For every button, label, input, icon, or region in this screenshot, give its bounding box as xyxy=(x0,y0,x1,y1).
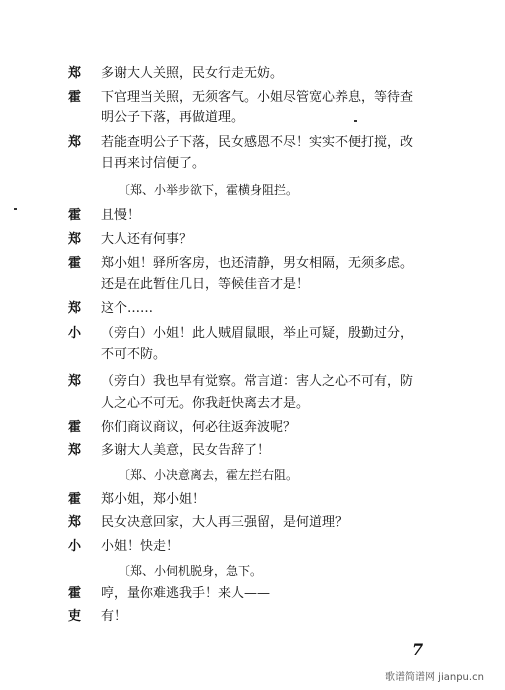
speaker-label: 郑 xyxy=(68,515,82,530)
speaker-label: 郑 xyxy=(68,232,82,247)
dialogue-line: （旁白）我也早有觉察。常言道：害人之心不可有，防 xyxy=(101,374,414,389)
scan-speck xyxy=(14,208,17,210)
dialogue-line: 有！ xyxy=(101,609,128,624)
dialogue-line: 还是在此暂住几日，等候佳音才是！ xyxy=(101,277,310,292)
speaker-label: 小 xyxy=(68,539,82,554)
page-number: 7 xyxy=(412,640,424,659)
speaker-label: 小 xyxy=(68,326,82,341)
speaker-label: 郑 xyxy=(68,374,82,389)
dialogue-line: 不可不防。 xyxy=(101,347,167,362)
site-watermark: 歌谱简谱网 jianpu.cn xyxy=(385,672,484,683)
dialogue-line: 若能查明公子下落，民女感恩不尽！实实不便打搅，改 xyxy=(101,135,414,150)
speaker-label: 霍 xyxy=(68,492,82,507)
speaker-label: 霍 xyxy=(68,420,82,435)
stage-direction: 〔郑、小举步欲下，霍横身阻拦。 xyxy=(118,183,299,197)
speaker-label: 霍 xyxy=(68,208,82,223)
dialogue-line: 哼，量你难逃我手！来人—— xyxy=(101,586,271,601)
dialogue-line: 下官理当关照，无须客气。小姐尽管宽心养息，等待查 xyxy=(101,90,414,105)
speaker-label: 吏 xyxy=(68,609,82,624)
speaker-label: 郑 xyxy=(68,66,82,81)
dialogue-line: 民女决意回家，大人再三强留，是何道理？ xyxy=(101,515,349,530)
dialogue-line: 郑小姐，郑小姐！ xyxy=(101,492,206,507)
speaker-label: 郑 xyxy=(68,301,82,316)
scan-speck xyxy=(354,120,357,122)
speaker-label: 霍 xyxy=(68,586,82,601)
dialogue-line: 多谢大人关照，民女行走无妨。 xyxy=(101,66,284,81)
dialogue-line: 大人还有何事？ xyxy=(101,232,193,247)
dialogue-line: 多谢大人美意，民女告辞了！ xyxy=(101,443,271,458)
dialogue-line: 且慢！ xyxy=(101,208,141,223)
dialogue-line: 这个…… xyxy=(101,301,154,316)
speaker-label: 郑 xyxy=(68,135,82,150)
dialogue-line: 小姐！快走！ xyxy=(101,539,180,554)
dialogue-line: 郑小姐！驿所客房，也还清静，男女相隔，无须多虑。 xyxy=(101,256,414,271)
speaker-label: 霍 xyxy=(68,90,82,105)
dialogue-line: 人之心不可无。你我赶快离去才是。 xyxy=(101,396,310,411)
speaker-label: 霍 xyxy=(68,256,82,271)
dialogue-line: 日再来讨信便了。 xyxy=(101,156,206,171)
dialogue-line: 你们商议商议，何必往返奔波呢？ xyxy=(101,420,297,435)
dialogue-line: （旁白）小姐！此人贼眉鼠眼，举止可疑，殷勤过分， xyxy=(101,326,414,341)
stage-direction: 〔郑、小决意离去，霍左拦右阻。 xyxy=(118,468,299,482)
dialogue-line: 明公子下落，再做道理。 xyxy=(101,110,245,125)
stage-direction: 〔郑、小伺机脱身，急下。 xyxy=(118,564,263,578)
speaker-label: 郑 xyxy=(68,443,82,458)
